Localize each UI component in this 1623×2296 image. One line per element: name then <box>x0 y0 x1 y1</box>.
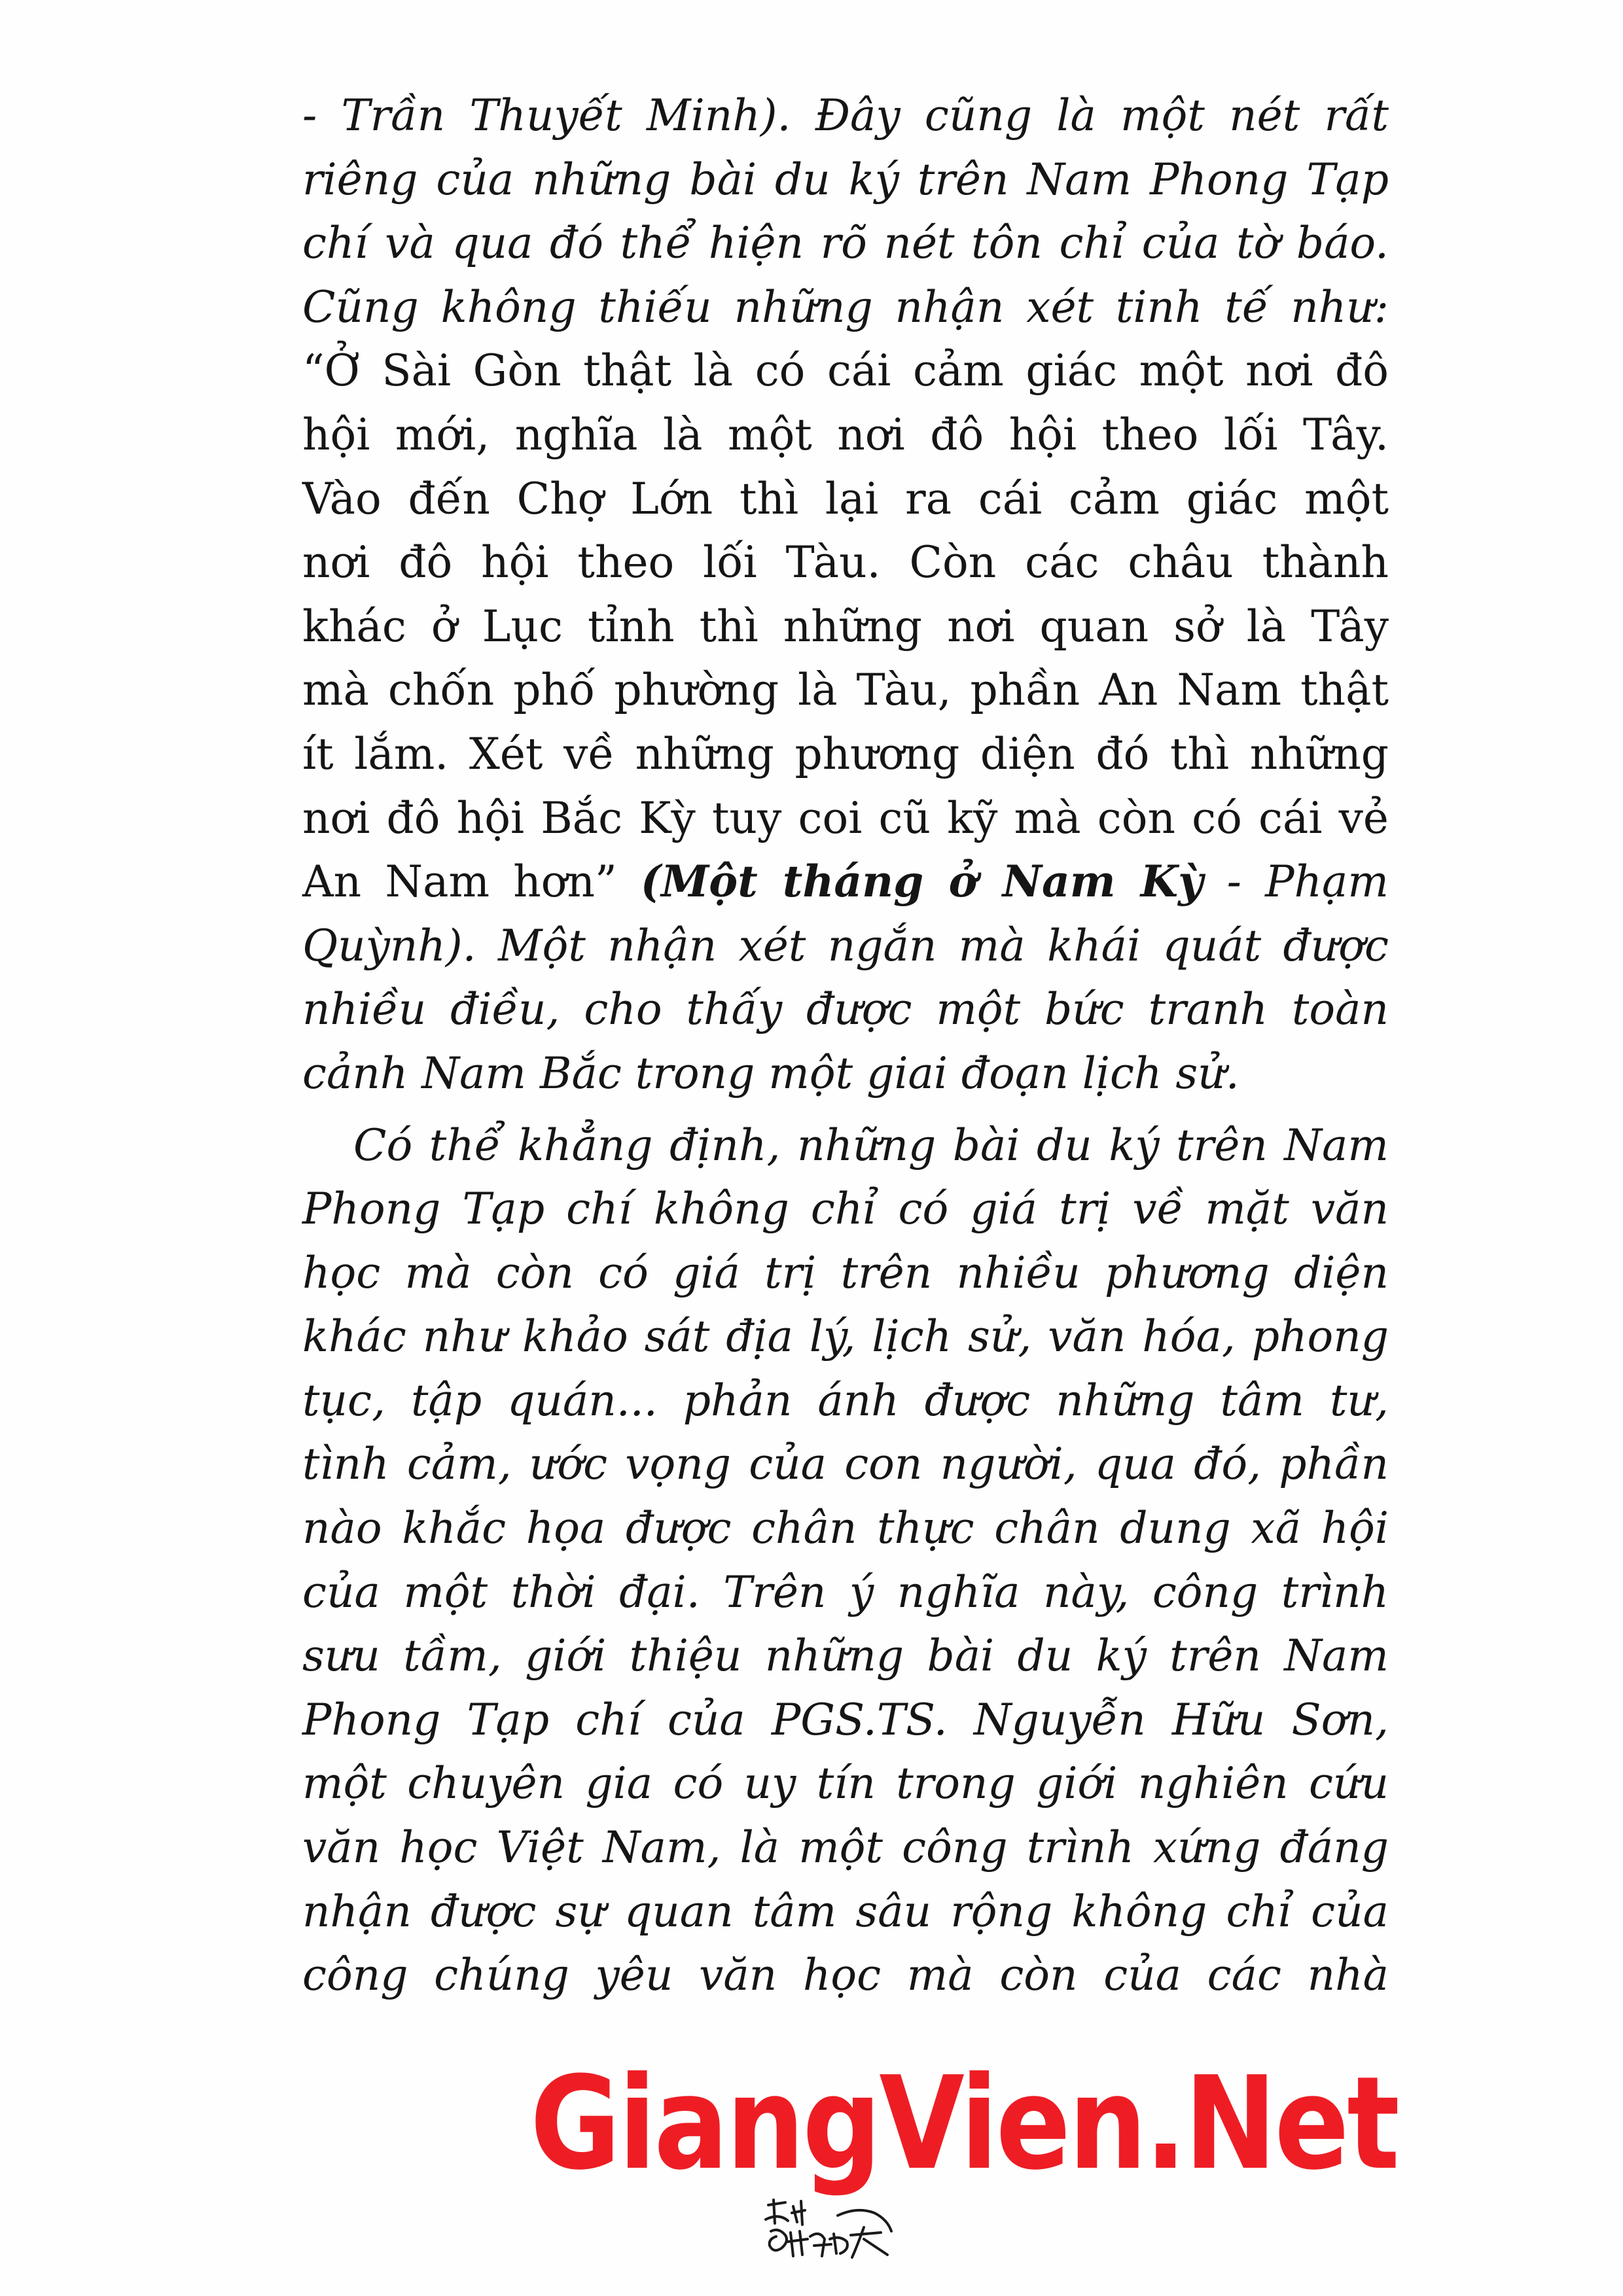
text-segment: cảnh Nam Bắc trong một giai đoạn lịch sử. <box>302 1048 1240 1099</box>
text-segment: chí và qua đó thể hiện rõ nét tôn chỉ của tờ báo. <box>302 218 1389 269</box>
text-line <box>302 1177 1389 1241</box>
text-segment: Phong Tạp chí của PGS.TS. Nguyễn Hữu Sơn, <box>302 1694 1389 1745</box>
text-segment: sưu tầm, giới thiệu những bài du ký trên Nam <box>302 1631 1389 1682</box>
text-segment: nơi đô hội theo lối Tàu. Còn các châu thành <box>302 537 1389 588</box>
text-line <box>302 1624 1389 1688</box>
text-segment: Phong Tạp chí không chỉ có giá trị về mặt văn <box>302 1184 1389 1235</box>
text-line <box>302 339 1389 403</box>
text-line <box>302 1688 1389 1752</box>
body-text <box>302 84 1389 2007</box>
text-line <box>302 403 1389 467</box>
text-segment: công chúng yêu văn học mà còn của các nhà <box>302 1950 1389 2001</box>
text-line <box>302 1369 1389 1433</box>
text-line <box>302 148 1389 212</box>
text-line <box>302 275 1389 340</box>
text-line <box>302 1816 1389 1880</box>
text-segment: học mà còn có giá trị trên nhiều phương diện <box>302 1247 1389 1298</box>
text-line <box>302 658 1389 722</box>
text-segment: văn học Việt Nam, là một công trình xứng đáng <box>302 1822 1389 1873</box>
text-segment: khác ở Lục tỉnh thì những nơi quan sở là Tây <box>302 601 1389 652</box>
text-segment: một chuyên gia có uy tín trong giới nghiên cứu <box>302 1758 1389 1809</box>
watermark: GiangVien.Net <box>530 2049 1398 2199</box>
text-segment: Có thể khẳng định, những bài du ký trên Nam <box>353 1120 1389 1171</box>
text-segment: ít lắm. Xét về những phương diện đó thì những <box>302 728 1389 779</box>
text-line <box>302 914 1389 978</box>
text-line <box>302 1114 1389 1178</box>
text-segment: “Ở Sài Gòn thật là có cái cảm giác một nơi đô <box>302 345 1389 397</box>
text-segment: Vào đến Chợ Lớn thì lại ra cái cảm giác một <box>302 473 1389 524</box>
text-line <box>302 467 1389 531</box>
text-line <box>302 531 1389 595</box>
text-segment: riêng của những bài du ký trên Nam Phong Tạp <box>302 154 1389 205</box>
text-line <box>302 211 1389 275</box>
text-line <box>302 978 1389 1042</box>
text-line <box>302 1432 1389 1496</box>
text-line <box>302 1496 1389 1561</box>
text-segment: - Trần Thuyết Minh). Đây cũng là một nét rất <box>302 90 1389 141</box>
text-line <box>302 850 1389 914</box>
text-segment: Cũng không thiếu những nhận xét tinh tế như: <box>302 281 1389 332</box>
text-segment: nhận được sự quan tâm sâu rộng không chỉ của <box>302 1886 1389 1937</box>
paragraph-gap <box>302 1106 1389 1114</box>
text-segment: nơi đô hội Bắc Kỳ tuy coi cũ kỹ mà còn có cái vẻ <box>302 792 1389 843</box>
text-line <box>302 722 1389 786</box>
text-segment: tục, tập quán... phản ánh được những tâm tư, <box>302 1375 1389 1426</box>
text-line <box>302 1561 1389 1625</box>
text-line <box>302 1752 1389 1816</box>
text-line <box>302 786 1389 851</box>
text-line <box>302 1042 1389 1106</box>
text-segment: tình cảm, ước vọng của con người, qua đó, phần <box>302 1439 1389 1490</box>
text-segment: An Nam hơn” <box>302 857 641 908</box>
text-segment: của một thời đại. Trên ý nghĩa này, công trình <box>302 1566 1389 1617</box>
text-segment: - Phạm <box>1203 857 1389 908</box>
text-line <box>302 595 1389 659</box>
text-segment: mà chốn phố phường là Tàu, phần An Nam thật <box>302 665 1389 716</box>
text-segment: nào khắc họa được chân thực chân dung xã hội <box>302 1503 1389 1554</box>
text-line <box>302 1880 1389 1944</box>
text-segment: nhiều điều, cho thấy được một bức tranh toàn <box>302 984 1389 1035</box>
text-segment: khác như khảo sát địa lý, lịch sử, văn hóa, phong <box>302 1311 1389 1362</box>
text-segment: hội mới, nghĩa là một nơi đô hội theo lối Tây. <box>302 409 1389 460</box>
text-line <box>302 1241 1389 1305</box>
text-segment: (Một tháng ở Nam Kỳ <box>640 856 1204 908</box>
signature-icon <box>759 2193 897 2272</box>
text-line <box>302 84 1389 148</box>
text-segment: Quỳnh). Một nhận xét ngắn mà khái quát được <box>302 920 1389 971</box>
text-line <box>302 1943 1389 2007</box>
text-line <box>302 1305 1389 1369</box>
